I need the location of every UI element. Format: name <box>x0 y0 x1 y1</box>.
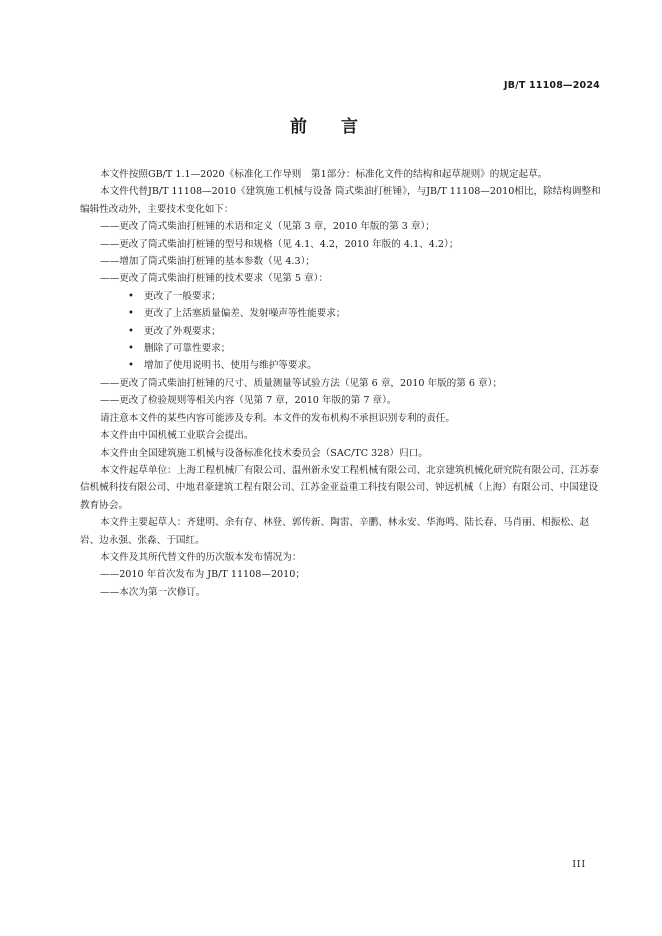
bullet-item <box>80 323 602 340</box>
bullet-text: 更改了外观要求； <box>144 325 221 337</box>
list-item: ——增加了筒式柴油打桩锤的基本参数（见 4.3）； <box>100 256 315 268</box>
bullet-item <box>80 340 602 357</box>
list-item: ——2010 年首次发布为 JB/T 11108—2010； <box>100 569 305 581</box>
paragraph: 本文件按照GB/T 1.1—2020《标准化工作导则 第1部分：标准化文件的结构和起草规则》的规定起草。 <box>100 169 548 180</box>
paragraph: 本文件及其所代替文件的历次版本发布情况为： <box>100 551 302 563</box>
list-item: ——更改了检验规则等相关内容（见第 7 章，2010 年版的第 7 章）。 <box>100 395 397 407</box>
bullet-text: 增加了使用说明书、使用与维护等要求。 <box>144 360 317 372</box>
paragraph: 本文件由全国建筑施工机械与设备标准化技术委员会（SAC/TC 328）归口。 <box>100 447 428 459</box>
bullet-icon: • <box>128 325 134 337</box>
page-number: III <box>572 860 586 870</box>
bullet-icon: • <box>128 290 134 302</box>
paragraph: 本文件起草单位：上海工程机械厂有限公司、温州新永安工程机械有限公司、北京建筑机械化研究院有限公司、江苏泰信机械科技有限公司、中地君豪建筑工程有限公司、江苏金亚益重工科技有限公司、钟远机械（上海）有限公司、中国建设教育协会。 <box>80 464 599 511</box>
bullet-item <box>80 357 602 374</box>
bullet-text: 更改了上活塞质量偏差、发射噪声等性能要求； <box>144 308 346 320</box>
list-item: ——更改了筒式柴油打桩锤的型号和规格（见 4.1、4.2，2010 年版的 4.1、4.2）； <box>100 238 459 250</box>
standard-code: JB/T 11108—2024 <box>503 80 600 91</box>
list-item: ——更改了筒式柴油打桩锤的术语和定义（见第 3 章，2010 年版的第 3 章）； <box>100 221 435 233</box>
list-item: ——本次为第一次修订。 <box>100 586 206 598</box>
bullet-icon: • <box>128 343 134 355</box>
bullet-text: 删除了可靠性要求； <box>144 343 231 355</box>
list-item: ——更改了筒式柴油打桩锤的技术要求（见第 5 章）： <box>100 273 329 285</box>
paragraph: 本文件代替JB/T 11108—2010《建筑施工机械与设备 筒式柴油打桩锤》，与JB/T 11108—2010相比，除结构调整和编辑性改动外，主要技术变化如下： <box>80 186 601 215</box>
page-title: 前 言 <box>290 117 372 137</box>
paragraph: 请注意本文件的某些内容可能涉及专利。本文件的发布机构不承担识别专利的责任。 <box>100 412 455 424</box>
bullet-item <box>80 288 602 305</box>
list-item: ——更改了筒式柴油打桩锤的尺寸、质量测量等试验方法（见第 6 章，2010 年版的第 6 章）； <box>100 377 503 389</box>
bullet-icon: • <box>128 360 134 372</box>
paragraph: 本文件主要起草人：齐建明、余有存、林登、郭传新、陶雷、辛鹏、林永安、华海鸣、陆长春、马肖丽、相振松、赵岩、边永强、张淼、于国红。 <box>80 517 590 546</box>
bullet-text: 更改了一般要求； <box>144 290 221 302</box>
bullet-item <box>80 305 602 322</box>
bullet-icon: • <box>128 308 134 320</box>
paragraph: 本文件由中国机械工业联合会提出。 <box>100 430 254 442</box>
document-body <box>80 166 602 601</box>
